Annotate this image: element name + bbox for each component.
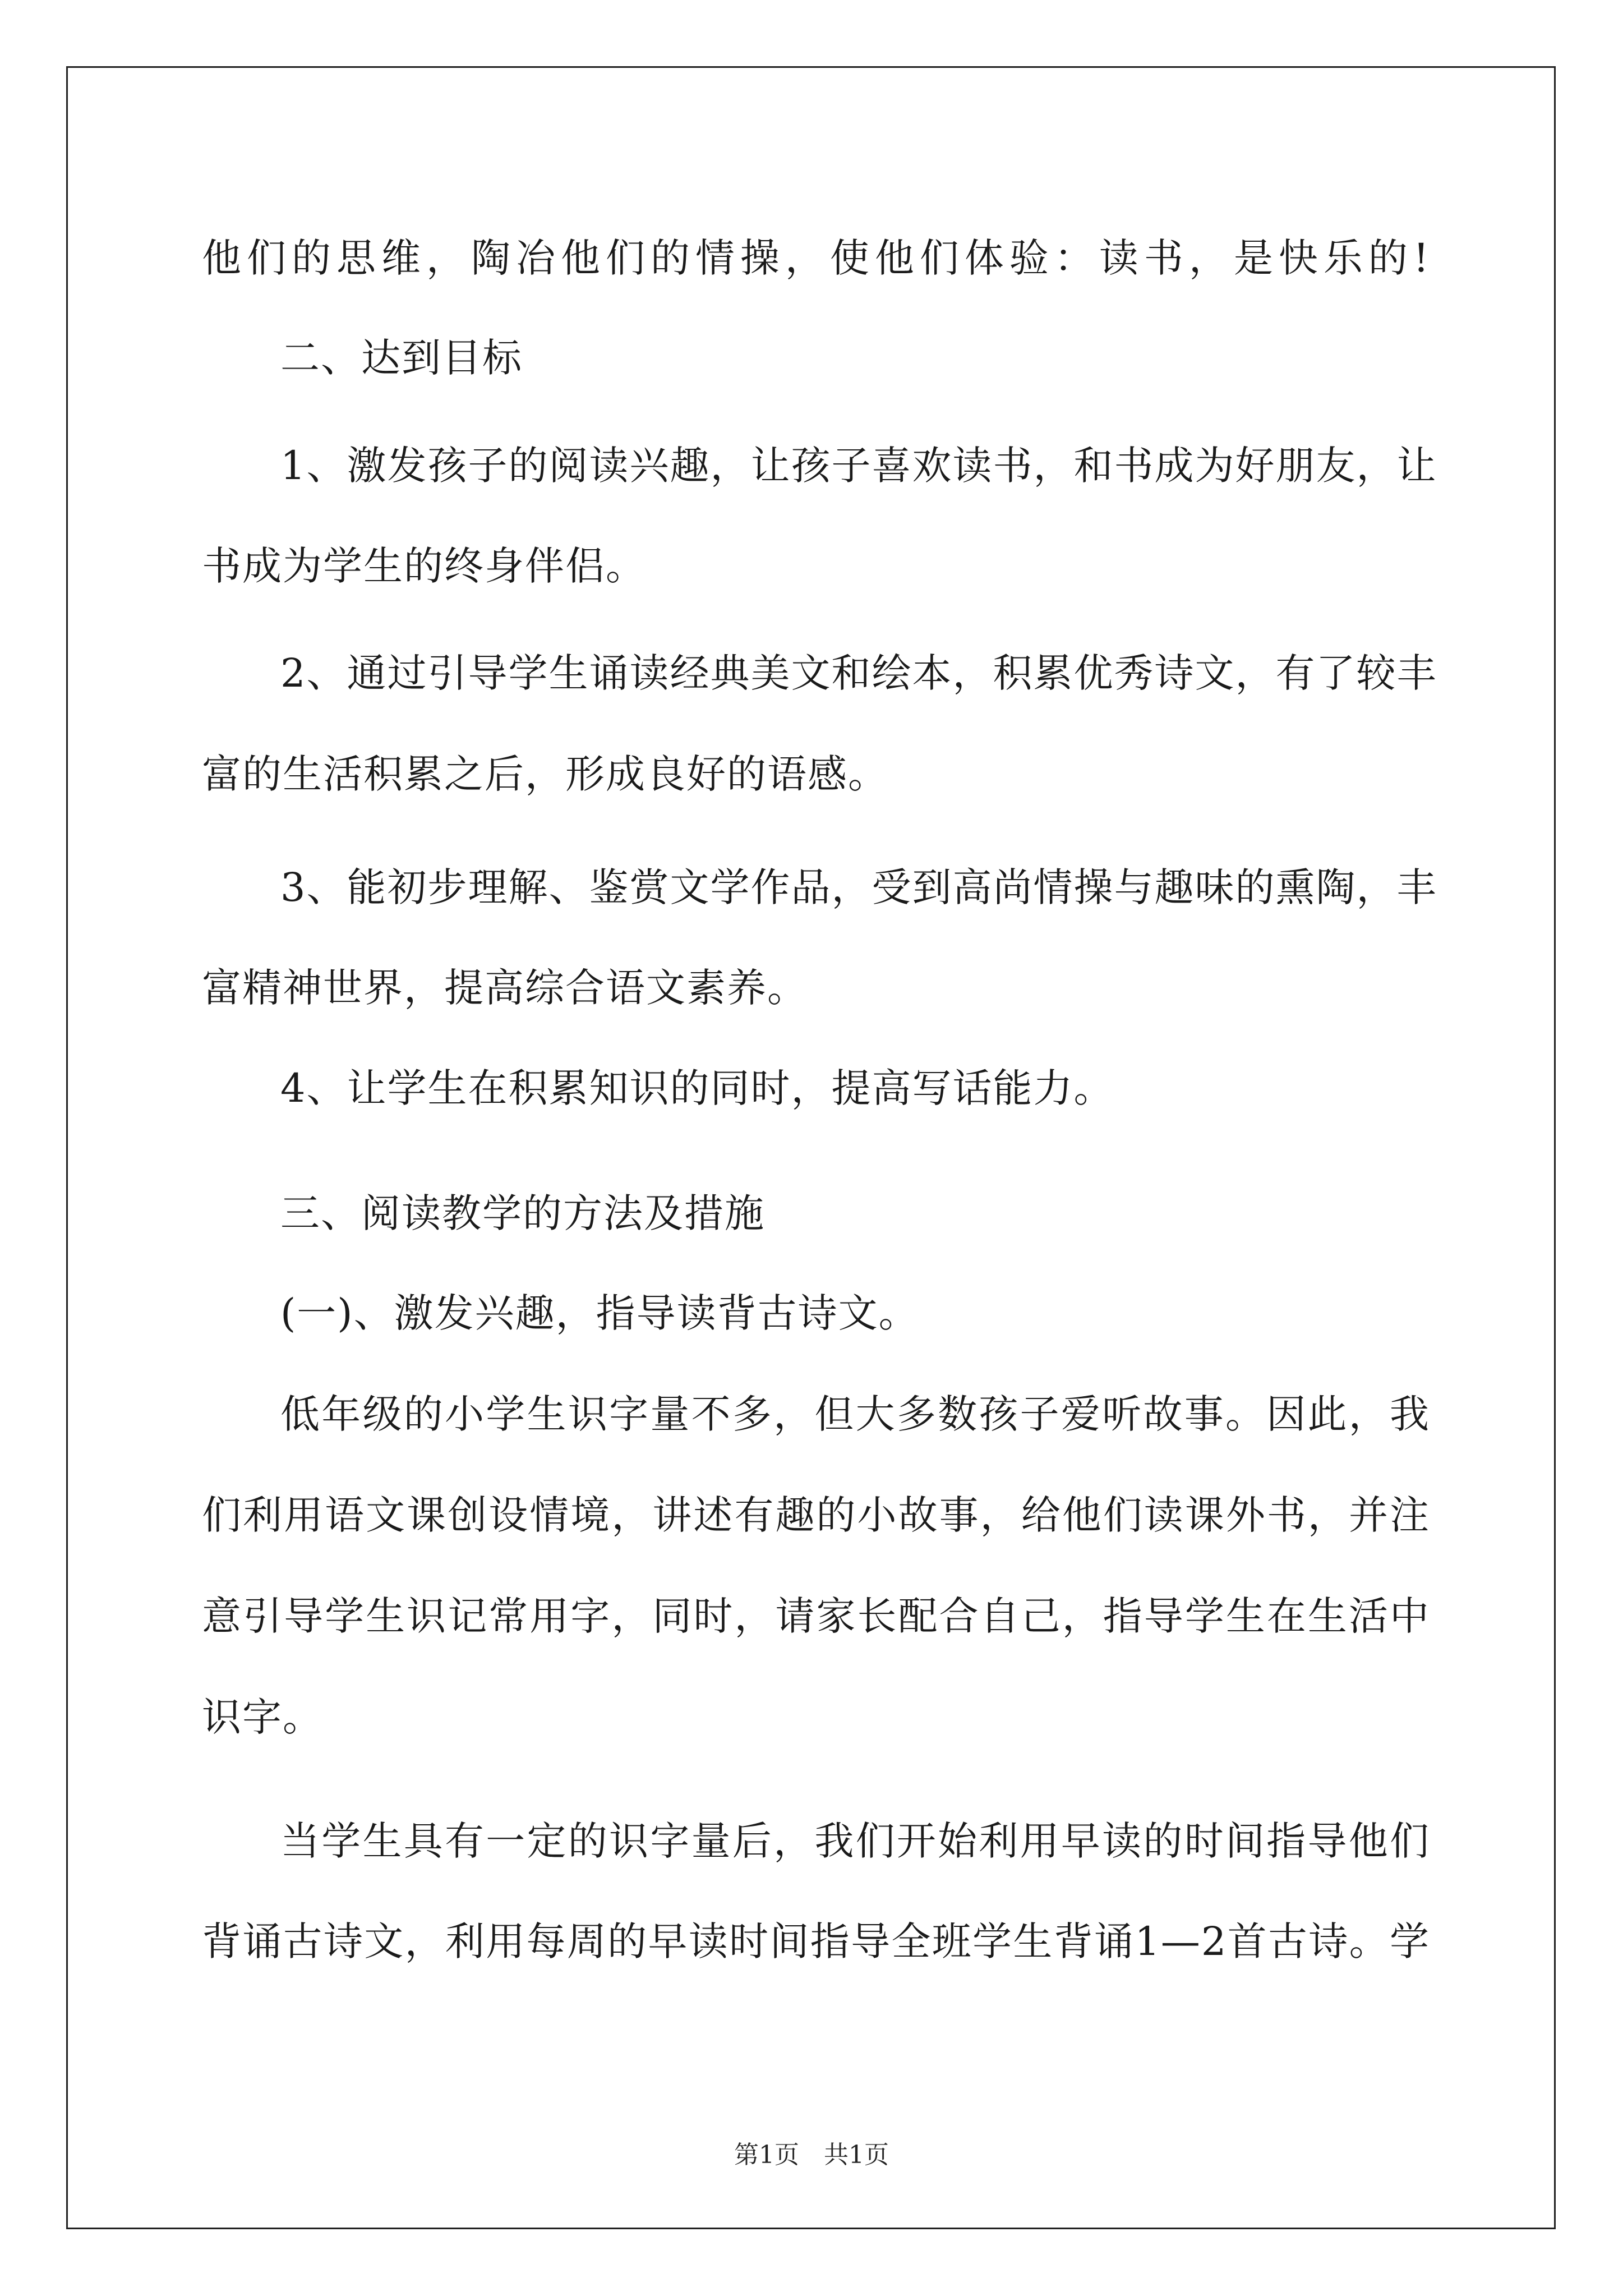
page-border bbox=[66, 66, 1556, 2229]
text-line: 识字。 bbox=[202, 1694, 323, 1740]
text-line: 低年级的小学生识字量不多，但大多数孩子爱听故事。因此，我 bbox=[280, 1391, 1430, 1437]
text-line: 书成为学生的终身伴侣。 bbox=[202, 543, 646, 589]
section-heading: 三、阅读教学的方法及措施 bbox=[280, 1190, 765, 1236]
section-heading: 二、达到目标 bbox=[280, 335, 523, 381]
text-line: 背诵古诗文，利用每周的早读时间指导全班学生背诵1—2首古诗。学 bbox=[202, 1918, 1430, 1964]
text-line: 他们的思维，陶冶他们的情操，使他们体验：读书，是快乐的! bbox=[202, 235, 1430, 281]
text-line: 富精神世界，提高综合语文素养。 bbox=[202, 965, 808, 1011]
subsection-heading: (一)、激发兴趣，指导读背古诗文。 bbox=[280, 1290, 919, 1336]
text-line: 富的生活积累之后，形成良好的语感。 bbox=[202, 751, 888, 797]
page-number-footer: 第1页 共1页 bbox=[734, 2141, 889, 2169]
text-line: 4、让学生在积累知识的同时，提高写话能力。 bbox=[280, 1065, 1114, 1111]
text-line: 当学生具有一定的识字量后，我们开始利用早读的时间指导他们 bbox=[280, 1818, 1430, 1864]
text-line: 们利用语文课创设情境，讲述有趣的小故事，给他们读课外书，并注 bbox=[202, 1492, 1430, 1538]
text-line: 1、激发孩子的阅读兴趣，让孩子喜欢读书，和书成为好朋友，让 bbox=[280, 443, 1437, 489]
text-line: 2、通过引导学生诵读经典美文和绘本，积累优秀诗文，有了较丰 bbox=[280, 650, 1437, 696]
text-line: 意引导学生识记常用字，同时，请家长配合自己，指导学生在生活中 bbox=[202, 1593, 1430, 1639]
text-line: 3、能初步理解、鉴赏文学作品，受到高尚情操与趣味的熏陶，丰 bbox=[280, 864, 1437, 910]
